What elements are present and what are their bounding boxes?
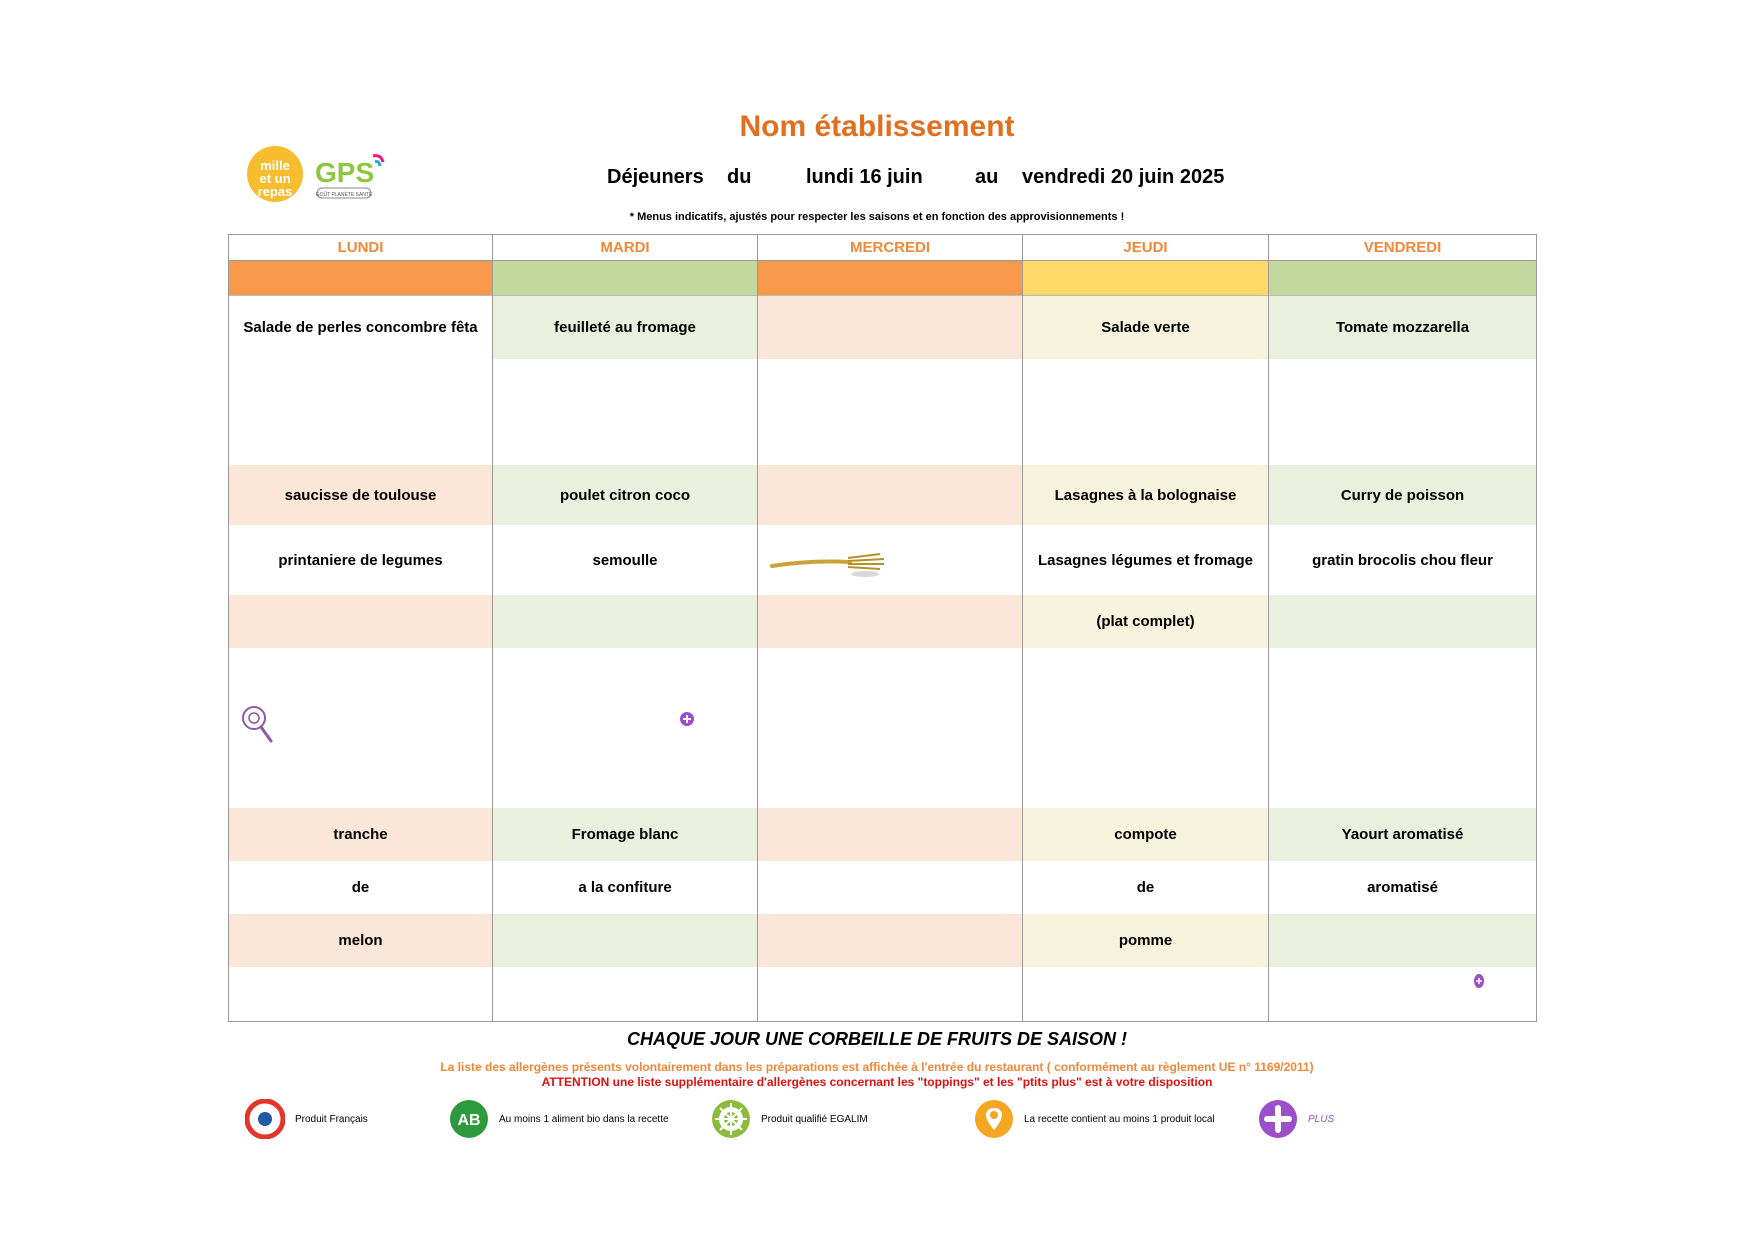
plat-cell — [758, 465, 1022, 525]
day-column-vendredi — [1269, 235, 1536, 1021]
dessert-cell — [758, 808, 1022, 861]
start-date: lundi 16 juin — [806, 166, 923, 188]
day-header: JEUDI — [1023, 235, 1268, 261]
gps-logo-subtitle: GOÛT PLANÈTE SANTÉ — [315, 192, 373, 198]
day-header: LUNDI — [229, 235, 492, 261]
mille-repas-logo — [247, 146, 303, 202]
plat-cell: saucisse de toulouse — [229, 465, 492, 525]
dessert-cell: Fromage blanc — [493, 808, 757, 861]
allergen-warning: ATTENTION une liste supplémentaire d'allergènes concernant les "toppings" et les "ptits plus" est à votre disposition — [541, 1075, 1213, 1089]
dessert-cell — [1269, 914, 1536, 967]
plat-cell: poulet citron coco — [493, 465, 757, 525]
color-band — [1269, 261, 1536, 296]
entree-cell: feuilleté au fromage — [493, 296, 757, 359]
color-band — [493, 261, 757, 296]
dessert-cell: compote — [1023, 808, 1268, 861]
magnifier-icon — [240, 704, 274, 744]
color-band — [1023, 261, 1268, 296]
day-header: VENDREDI — [1269, 235, 1536, 261]
dessert-cell: Yaourt aromatisé — [1269, 808, 1536, 861]
legend-plus — [1258, 1099, 1334, 1139]
empty-cell — [1023, 359, 1268, 465]
plus-icon — [1258, 1099, 1298, 1139]
du-label: du — [727, 166, 752, 188]
accompagnement-cell: Lasagnes légumes et fromage — [1037, 551, 1254, 569]
legend-label: Au moins 1 aliment bio dans la recette — [499, 1113, 669, 1125]
au-label: au — [975, 166, 999, 188]
allergen-notice: La liste des allergènes présents volontairement dans les préparations est affichée à l'entrée du restaurant ( conformément au règlement UE n° 1169/2011) — [440, 1060, 1314, 1074]
day-header: MARDI — [493, 235, 757, 261]
legend-label: PLUS — [1308, 1113, 1335, 1125]
empty-cell — [493, 359, 757, 465]
dessert-cell — [758, 914, 1022, 967]
establishment-title: Nom établissement — [739, 110, 1015, 143]
legend-bio — [449, 1099, 669, 1139]
mille-repas-logo-text: mille et un repas — [257, 158, 293, 199]
ab-organic-icon — [449, 1099, 489, 1139]
french-flag-icon — [245, 1099, 285, 1139]
day-column-mercredi — [758, 235, 1023, 1021]
dejeuners-label: Déjeuners — [607, 166, 704, 188]
color-band — [758, 261, 1022, 296]
dessert-cell — [758, 861, 1022, 914]
extra-cell — [493, 595, 757, 648]
plus-icon — [680, 712, 694, 726]
ab-badge-text: AB — [457, 1112, 481, 1129]
entree-cell: Salade de perles concombre fêta — [243, 319, 478, 336]
legend-label: Produit Français — [295, 1113, 368, 1125]
egalim-icon — [711, 1099, 751, 1139]
plat-cell: Curry de poisson — [1269, 465, 1536, 525]
legend-label: Produit qualifié EGALIM — [761, 1113, 868, 1125]
dessert-cell: aromatisé — [1367, 879, 1438, 896]
dessert-cell — [493, 914, 757, 967]
dessert-cell: a la confiture — [578, 879, 672, 896]
entree-cell: Tomate mozzarella — [1269, 296, 1536, 359]
entree-cell: Salade verte — [1023, 296, 1268, 359]
empty-cell — [1269, 359, 1536, 465]
day-column-lundi — [229, 235, 493, 1021]
extra-cell — [758, 595, 1022, 648]
legend-local — [974, 1099, 1215, 1139]
gps-logo-text: GPS — [315, 157, 375, 188]
day-column-mardi — [493, 235, 758, 1021]
dessert-cell: pomme — [1023, 914, 1268, 967]
empty-cell — [1023, 648, 1268, 808]
day-header: MERCREDI — [758, 235, 1022, 261]
empty-cell — [493, 648, 757, 808]
legend-label: La recette contient au moins 1 produit local — [1024, 1113, 1215, 1125]
fork-icon — [770, 550, 890, 580]
fruits-banner: CHAQUE JOUR UNE CORBEILLE DE FRUITS DE SAISON ! — [626, 1029, 1128, 1049]
empty-cell — [758, 648, 1022, 808]
accompagnement-cell: printaniere de legumes — [278, 551, 443, 569]
dessert-cell: de — [351, 879, 370, 896]
dessert-cell: de — [1136, 879, 1155, 896]
legend-egalim — [711, 1099, 868, 1139]
extra-cell — [229, 595, 492, 648]
gps-logo — [315, 152, 387, 200]
accompagnement-cell: semoulle — [592, 551, 658, 569]
empty-cell — [758, 359, 1022, 465]
plat-cell: Lasagnes à la bolognaise — [1023, 465, 1268, 525]
dessert-cell: melon — [229, 914, 492, 967]
extra-cell: (plat complet) — [1023, 595, 1268, 648]
color-band — [229, 261, 492, 296]
end-date: vendredi 20 juin 2025 — [1022, 166, 1225, 188]
empty-cell — [229, 359, 492, 465]
menu-note: * Menus indicatifs, ajustés pour respecter les saisons et en fonction des approvisionnements ! — [629, 211, 1125, 223]
entree-cell — [758, 296, 1022, 359]
dessert-cell: tranche — [229, 808, 492, 861]
accompagnement-cell: gratin brocolis chou fleur — [1312, 551, 1493, 569]
menu-grid — [228, 234, 1537, 1022]
legend-french — [245, 1099, 368, 1139]
local-pin-icon — [974, 1099, 1014, 1139]
day-column-jeudi — [1023, 235, 1269, 1021]
empty-cell — [1269, 648, 1536, 808]
extra-cell — [1269, 595, 1536, 648]
plus-icon — [1474, 974, 1484, 988]
